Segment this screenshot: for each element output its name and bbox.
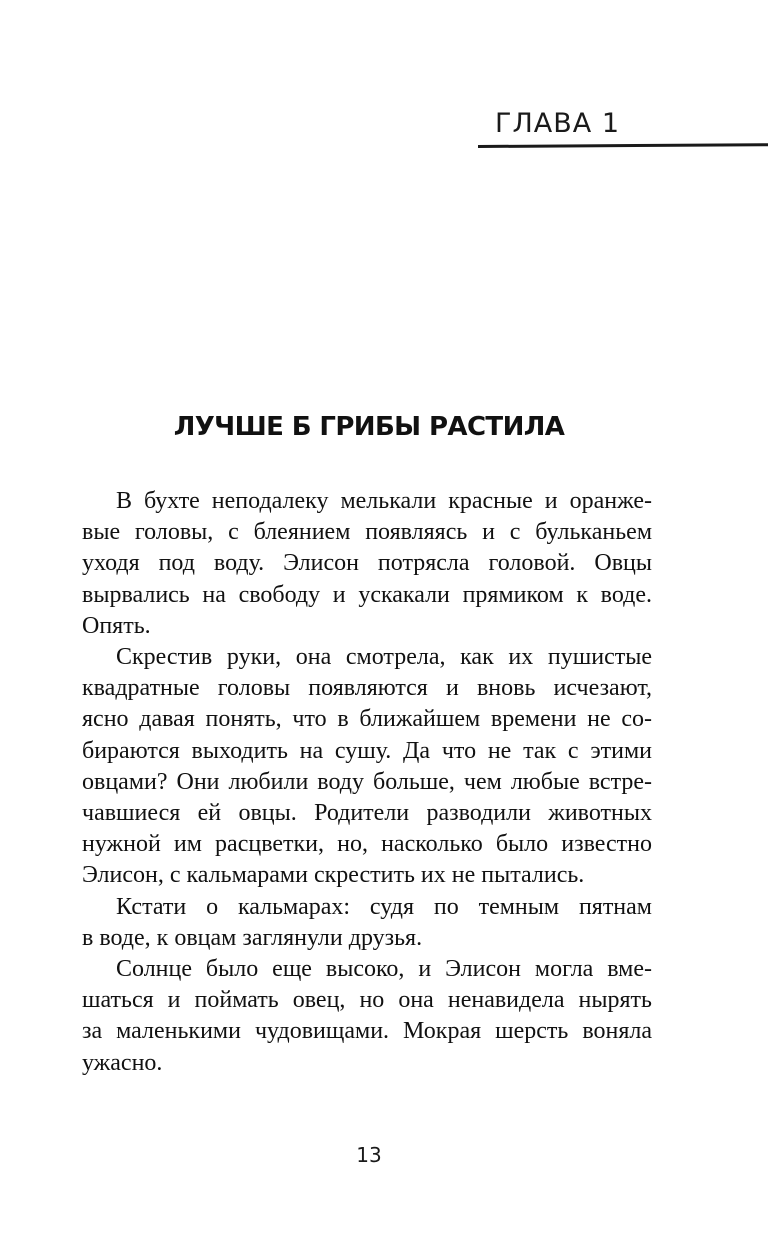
text-line: вые головы, с блеянием появляясь и с бульканьем <box>82 519 652 546</box>
page-number: 13 <box>356 1143 382 1167</box>
text-line: В бухте неподалеку мелькали красные и оранже- <box>116 488 652 514</box>
text-line: нужной им расцветки, но, насколько было известно <box>82 831 652 858</box>
text-line: в воде, к овцам заглянули друзья. <box>82 924 423 951</box>
text-line: овцами? Они любили воду больше, чем любые встре- <box>82 768 652 795</box>
paragraph <box>82 486 652 642</box>
chapter-label: ГЛАВА 1 <box>495 108 620 139</box>
text-line: Скрестив руки, она смотрела, как их пушистые <box>116 644 652 671</box>
text-line: Солнце было еще высоко, и Элисон могла вме- <box>116 956 652 983</box>
text-line: чавшиеся ей овцы. Родители разводили животных <box>82 800 652 827</box>
text-line: шаться и поймать овец, но она ненавидела нырять <box>82 987 652 1014</box>
text-line: бираются выходить на сушу. Да что не так с этими <box>82 737 652 764</box>
text-line: уходя под воду. Элисон потрясла головой. Овцы <box>82 550 652 577</box>
text-line: Опять. <box>82 612 151 639</box>
text-line: вырвались на свободу и ускакали прямиком к воде. <box>82 581 652 608</box>
text-line: Кстати о кальмарах: судя по темным пятнам <box>116 893 652 920</box>
text-line: Элисон, с кальмарами скрестить их не пытались. <box>82 862 585 889</box>
text-line: ясно давая понять, что в ближайшем времени не со- <box>82 706 652 733</box>
chapter-rule <box>478 143 768 148</box>
text-line: ужасно. <box>82 1049 163 1076</box>
text-line: за маленькими чудовищами. Мокрая шерсть воняла <box>82 1018 652 1045</box>
body-text <box>82 486 652 1079</box>
section-title: ЛУЧШЕ Б ГРИБЫ РАСТИЛА <box>173 412 565 442</box>
text-line: квадратные головы появляются и вновь исчезают, <box>82 675 652 702</box>
paragraph <box>82 892 652 954</box>
paragraph <box>82 954 652 1079</box>
paragraph <box>82 642 652 892</box>
